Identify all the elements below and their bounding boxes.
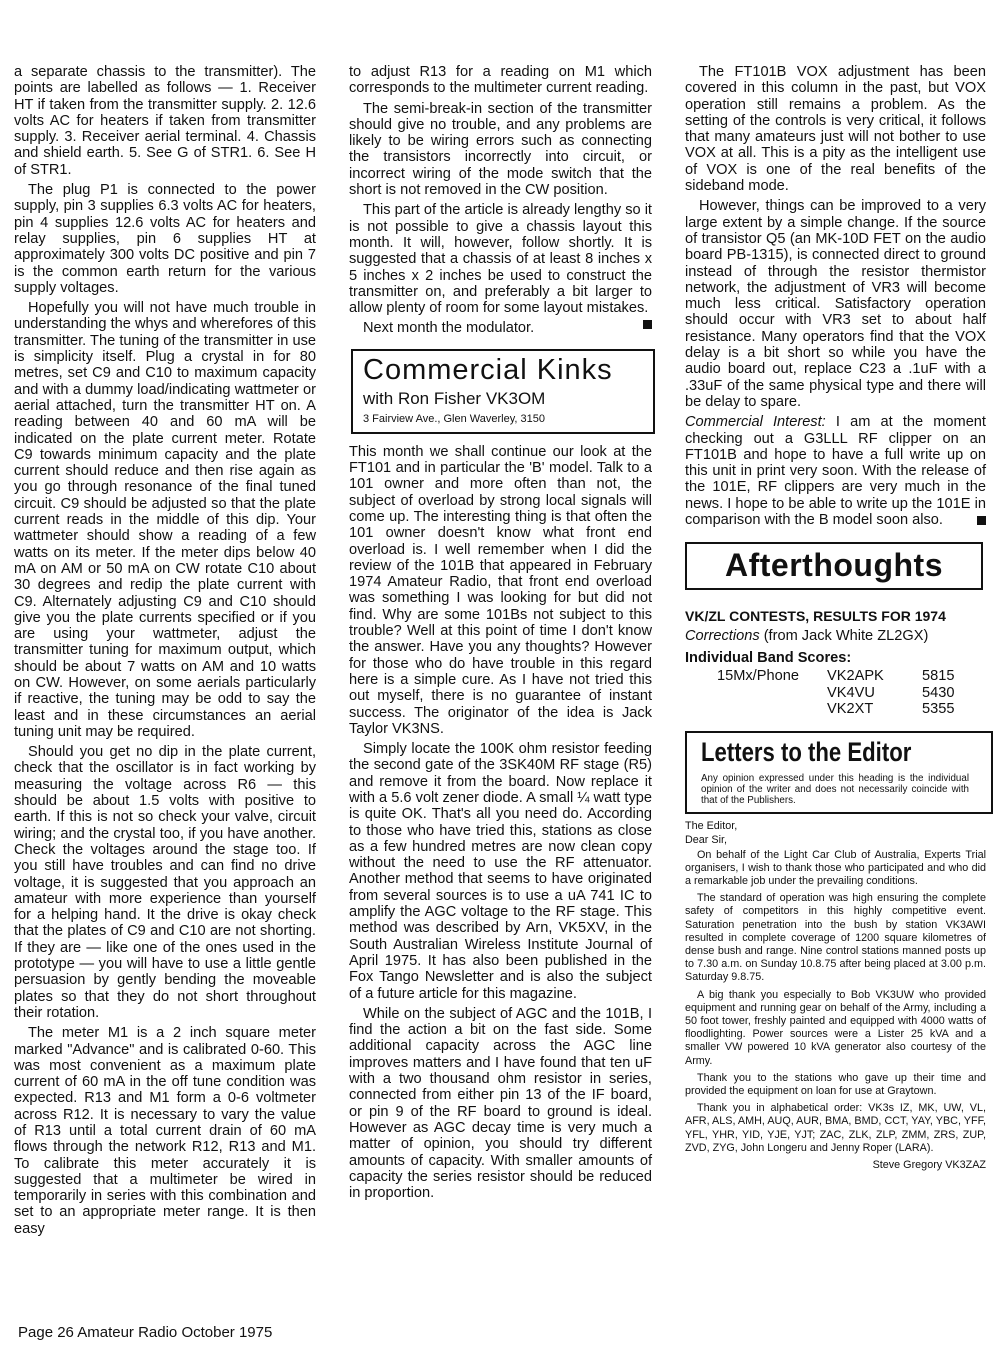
end-mark-icon xyxy=(977,516,986,525)
paragraph: Should you get no dip in the plate current, check that the oscillator is in fact working by measuring the voltage across R6 — this should be about 1.5 volts with positive to earth. If this is not so check your valve, circuit wiring; and the crystal too, if you have another. Check the voltages around the stage too. If you still have troubles and can find no drive voltage, it is suggested that you approach an amateur with more experience than yourself for a helping hand. It the drive is okay check that the plates of C9 and C10 are not shorting. If they are — like one of the ones used in the prototype — you will have to use a little gentle persuasion by gently bending the moveable plates so that they do not short throughout their rotation. xyxy=(14,744,316,1021)
letters-header xyxy=(685,731,993,814)
column-2 xyxy=(349,64,652,1205)
letter-paragraph: Thank you to the stations who gave up their time and provided the equipment on loan for use at Graytown. xyxy=(685,1071,986,1097)
letter-paragraph: Thank you in alphabetical order: VK3s IZ, MK, UW, VL, AFR, ALS, AMH, AUQ, AUR, BMA, BMD, CCT, YAY, YBC, YFF, YFL, YHR, YID, YJE, YJT; ZAC, ZLK, ZLP, ZMM, ZRS, ZUP, ZVD, ZYG, John Longeru and Jenny Roper (LARA). xyxy=(685,1102,986,1154)
contest-heading: VK/ZL CONTESTS, RESULTS FOR 1974 xyxy=(685,608,946,625)
score-call: VK2APK xyxy=(827,668,884,685)
letter-paragraph: The standard of operation was high ensuring the complete safety of competitors in this highly competitive event. Saturation penetration into the bush by station VK3AWI resulted in complete coverage of 1200 square kilometres of dense bush and range. Nine control stations manned posts up to 7.30 a.m. on Sunday 10.8.75 after being placed at 3.00 p.m. Saturday 9.8.75. xyxy=(685,892,986,984)
paragraph: The semi-break-in section of the transmitter should give no trouble, and any problems are likely to be wiring errors such as connecting the transistors incorrectly into circuit, or incorrect wiring of the mode switch that the short is not removed in the CW position. xyxy=(349,100,652,199)
commercial-interest-label: Commercial Interest: xyxy=(685,414,826,431)
paragraph: The FT101B VOX adjustment has been covered in this column in the past, but VOX operation still remains a problem. As the setting of the controls is very critical, it follows that many amateurs just will not bother to use VOX at all. This is a pity as the intelligent use of VOX is one of the real benefits of the sideband mode. xyxy=(685,64,986,195)
paragraph: The plug P1 is connected to the power supply, pin 3 supplies 6.3 volts AC for heaters, pin 4 supplies 12.6 volts AC for heaters and relay supplies, pin 6 supplies HT at approximately 300 volts DC positive and pin 7 is the common earth return for the various supply voltages. xyxy=(14,182,316,296)
letter-salutation: The Editor, xyxy=(685,820,738,833)
letter-signature: Steve Gregory VK3ZAZ xyxy=(872,1158,986,1171)
commercial-interest-paragraph xyxy=(685,414,986,528)
commercial-interest-text: I am at the moment checking out a G3LLL RF clipper on an FT101B and hope to have a full write up on this unit in print very soon. With the release of the 101E, RF clippers are very much in the news. I hope to be able to write up the 101E in comparison with the B model soon also. xyxy=(685,414,986,529)
section-address: 3 Fairview Ave., Glen Waverley, 3150 xyxy=(363,412,545,425)
score-row xyxy=(685,701,986,717)
score-points: 5355 xyxy=(922,700,955,717)
paragraph: This month we shall continue our look at the FT101 and in particular the 'B' model. Talk to a 101 owner and more often than not, the subject of overload by strong local signals will come up. The interesting thing is that often the 101 owner doesn't know what front end overload is. I well remember when I did the review of the 101B that appeared in February 1974 Amateur Radio, that front end overload was something I was looking for but did not find. Why are some 101Bs not subject to this trouble? Well at this point of time I don't know the answer. Have you any thoughts? However for those who do have trouble in this regard here is a simple cure. As I have not tried this out myself, there is no guarantee of instant success. The originator of the idea is Jack Taylor VK3NS. xyxy=(349,443,652,737)
paragraph: However, things can be improved to a very large extent by a simple change. If the source of transistor Q5 (an MK-10D FET on the audio board PB-1315), is connected direct to ground instead of through the resistor thermistor network, the adjustment of VR3 will become much less critical. Satisfactory operation should occur with VR3 set to about half resistance. Many operators find that the VOX delay is a bit short so while you have the audio board out, replace C23 a .1uF with a .33uF of the same physical type and there will be delay to spare. xyxy=(685,198,986,410)
score-band xyxy=(685,685,827,701)
score-points: 5815 xyxy=(922,668,955,685)
paragraph: The meter M1 is a 2 inch square meter marked "Advance" and is calibrated 0-60. This was most convenient as a maximum plate current of 60 mA in the off tune condition was expected. R13 and M1 form a 0-6 voltmeter across R12. It is necessary to vary the value of R13 until a total current drain of 60 mA flows through the network R12, R13 and M1. To calibrate this meter accurately it is suggested that a multimeter be wired in temporarily in series with this combination and set to an appropriate meter range. It is then easy xyxy=(14,1025,316,1237)
letter-paragraph: A big thank you especially to Bob VK3UW who provided equipment and running gear on behalf of the Army, including a 50 foot tower, freshly painted and equipped with 4000 watts of floodlighting. Power sources were a Lister 25 kVA and a smaller VW powered 10 kVA generator also courtesy of the Army. xyxy=(685,988,986,1067)
paragraph-text: Next month the modulator. xyxy=(363,320,535,337)
score-band: 15Mx/Phone xyxy=(717,668,799,685)
paragraph: This part of the article is already lengthy so it is not possible to give a chassis layout this month. It will, however, follow shortly. It is suggested that a chassis of at least 8 inches x 5 inches x 2 inches be used to construct the transmitter on, and preferably a bit larger to allow plenty of room for some layout mistakes. xyxy=(349,202,652,317)
paragraph: to adjust R13 for a reading on M1 which corresponds to the multimeter current reading. xyxy=(349,64,652,97)
paragraph: While on the subject of AGC and the 101B, I find the action a bit on the fast side. Some additional capacity across the AGC line improves matters and I have found that ten uF with a two thousand ohm resistor in series, connected from either pin 13 of the IF board, or pin 9 of the RF board to ground is ideal. However as AGC decay time is very much a matter of opinion, you should try different amounts of capacity. With smaller amounts of capacity the series resistor should be reduced in proportion. xyxy=(349,1005,652,1202)
score-row xyxy=(685,685,986,701)
section-title: Afterthoughts xyxy=(724,547,943,584)
score-call: VK4VU xyxy=(827,684,875,701)
section-title: Commercial Kinks xyxy=(363,353,613,386)
section-author: with Ron Fisher VK3OM xyxy=(363,388,546,408)
afterthoughts-header xyxy=(685,542,983,590)
corrections-line xyxy=(685,628,986,644)
score-points: 5430 xyxy=(922,684,955,701)
paragraph: a separate chassis to the transmitter). The points are labelled as follows — 1. Receiver HT if taken from the transmitter supply. 2. 12.6 volts AC for heaters if taken from transmitter supply. 3. Receiver aerial terminal. 4. Chassis and shield earth. 5. See G of STR1. 6. See H of STR1. xyxy=(14,64,316,178)
paragraph-with-endmark xyxy=(349,320,652,336)
paragraph: Simply locate the 100K ohm resistor feeding the second gate of the 3SK40M RF stage (R5) and remove it from the board. Now replace it with a 5.6 volt zener diode. A small ¼ watt type is quite OK. That's all you need do. According to those who have tried this, stations as close as a few hundred metres are now clean copy without the need to use the RF attenuator. Another method that seems to have originated from several sources is to use a uA 741 IC to amplify the AGC voltage to the RF stage. This method was described by Arn, VK5XV, in the South Australian Wireless Institute Journal of April 1975. It has also been published in the Fox Tango Newsletter and is also the subject of a future article for this magazine. xyxy=(349,741,652,1002)
scores-label: Individual Band Scores: xyxy=(685,649,852,666)
score-row xyxy=(685,668,986,684)
page-footer: Page 26 Amateur Radio October 1975 xyxy=(18,1324,273,1341)
letters-disclaimer: Any opinion expressed under this heading is the individual opinion of the writer and does not necessarily coincide with that of the Publishers. xyxy=(701,773,969,807)
paragraph: Hopefully you will not have much trouble in understanding the whys and wherefores of this transmitter. The tuning of the transmitter in use is simplicity itself. Plug a crystal in for 80 metres, set C9 and C10 to maximum capacity and with a dummy load/indicating wattmeter or aerial attached, turn the transmitter HT on. A reading between 40 and 60 mA will be indicated on the plate current meter. Rotate C9 towards minimum capacity and the plate current should reduce and then rise again as you go through resonance of the final tuned circuit. C9 should be adjusted so that the plate current reads in the middle of this dip. Your wattmeter should show a reading of a few watts on its meter. If the meter dips below 40 mA on AM or 50 mA on CW rotate C10 about 30 degrees and redip the plate current with C9. Alternately adjusting C9 and C10 should give you the plate currents specified or if you are using your wattmeter, adjust the transmitter tuning for maximum output, which should be about 7 watts on AM and 10 watts on CW. However, on some aerials particularly if reactive, the tuning may be odd to say the least and in these circumstances an aerial tuning unit may be required. xyxy=(14,300,316,740)
letter-salutation: Dear Sir, xyxy=(685,834,728,847)
corrections-from: (from Jack White ZL2GX) xyxy=(763,627,929,644)
column-3 xyxy=(685,64,986,1172)
commercial-kinks-header xyxy=(351,349,655,434)
end-mark-icon xyxy=(643,320,652,329)
column-1 xyxy=(14,64,316,1241)
score-call: VK2XT xyxy=(827,700,874,717)
score-band xyxy=(685,701,827,717)
corrections-label: Corrections xyxy=(685,627,760,644)
letter-paragraph: On behalf of the Light Car Club of Australia, Experts Trial organisers, I wish to thank those who participated and who did a remarkable job under the prevailing conditions. xyxy=(685,848,986,887)
letter-body xyxy=(685,820,986,1172)
section-title: Letters to the Editor xyxy=(701,737,912,768)
